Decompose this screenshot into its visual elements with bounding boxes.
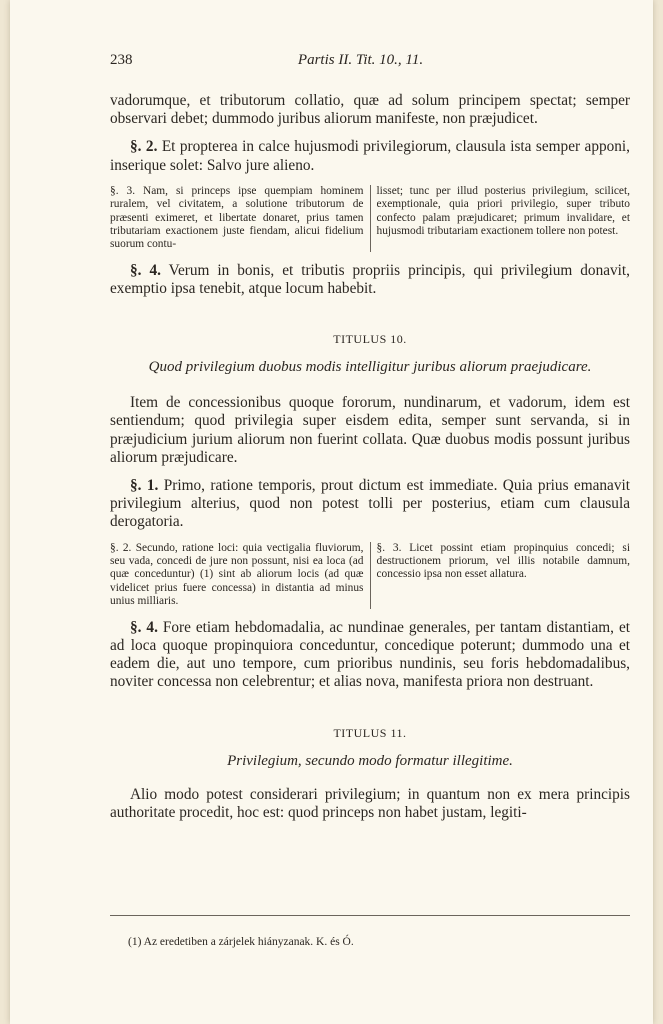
- section-2: [110, 138, 630, 174]
- paragraph-alio: Alio modo potest considerari privilegium; in quantum non ex mera principis authoritate procedit, hoc est: quod princeps non habet justam, legiti-: [110, 785, 630, 821]
- section-mark: §. 1.: [130, 477, 159, 495]
- paragraph-item: Item de concessionibus quoque fororum, nundinarum, et vadorum, idem est sentiendum; quod privilegia super eisdem edita, semper sunt servanda, si in præjudicium jurium aliorum non fuerint collata. Quæ duobus modis possunt juribus aliorum præjudicare.: [110, 394, 630, 466]
- titulus-11-heading: TITULUS 11.: [333, 725, 407, 740]
- note-left-column: §. 2. Secundo, ratione loci: quia vectigalia fluviorum, seu vada, concedi de jure non possunt, nisi ea loca (ad quæ conceduntur) (1) sint ab aliorum locis (ad quæ videlicet prius fuere concessa) in distantia ad minus unius milliaris.: [110, 542, 371, 609]
- note-right-column: §. 3. Licet possint etiam propinquius concedi; si destructionem priorum, vel illis notabile damnum, concessio ipsa non esset allatura.: [376, 541, 630, 581]
- note-left-column: §. 3. Nam, si princeps ipse quempiam hominem ruralem, vel civitatem, a solutione tributorum de præsenti eximeret, et libertate donaret, prius tamen tributariam exactionem juste fiendam, alicui fidelium suorum contu-: [110, 185, 371, 252]
- section-text: Et propterea in calce hujusmodi privilegiorum, clausula ista semper apponi, inserique solet: Salvo jure alieno.: [110, 138, 630, 174]
- two-column-note: [110, 185, 630, 252]
- section-text: Primo, ratione temporis, prout dictum est immediate. Quia prius emanavit privilegium alterius, quod non potest tolli per posterius, etiam cum clausula derogatoria.: [110, 477, 630, 531]
- section-4: [110, 262, 630, 298]
- page-body: [110, 92, 630, 822]
- section-text: Verum in bonis, et tributis propriis principis, qui privilegium donavit, exemptio ipsa tenebit, atque locum habebit.: [110, 261, 630, 298]
- paragraph-continuation: vadorumque, et tributorum collatio, quæ ad solum principem spectat; semper observari debet; dummodo juribus aliorum manifeste, non præjudicet.: [110, 92, 630, 128]
- book-page: [10, 0, 653, 1024]
- titulus-10-heading: TITULUS 10.: [333, 332, 407, 347]
- section-text: Fore etiam hebdomadalia, ac nundinae generales, per tantam distantiam, et ad loca quoque propinquiora conceduntur, concedique poterunt; dummodo una et eadem die, aut uno tempore, cum prioribus nundinis, seu foris hebdomadalibus, noviter concessa non celebrentur; et alias nova, manifesta priora non destruant.: [110, 618, 630, 691]
- section-4-b: [110, 619, 630, 692]
- section-mark: §. 4.: [130, 618, 158, 636]
- note-right-column: lisset; tunc per illud posterius privilegium, scilicet, exemptionale, quia priori privilegio, super tributo confecto palam præjudicaret; primum invalidare, et hujusmodi tributariam exactionem tollere non potest.: [376, 184, 630, 238]
- titulus-11-subtitle: Privilegium, secundo modo formatur illegitime.: [227, 752, 513, 769]
- footnote-divider: [110, 915, 630, 916]
- section-mark: §. 4.: [130, 261, 161, 279]
- section-1: [110, 477, 630, 532]
- footnote: (1) Az eredetiben a zárjelek hiányzanak. K. és Ó.: [128, 936, 354, 948]
- titulus-10-subtitle: Quod privilegium duobus modis intelligitur juribus aliorum praejudicare.: [148, 359, 592, 376]
- section-mark: §. 2.: [130, 138, 158, 156]
- running-title: Partis II. Tit. 10., 11.: [297, 52, 424, 68]
- two-column-note-2: [110, 542, 630, 609]
- page-number: 238: [110, 52, 133, 68]
